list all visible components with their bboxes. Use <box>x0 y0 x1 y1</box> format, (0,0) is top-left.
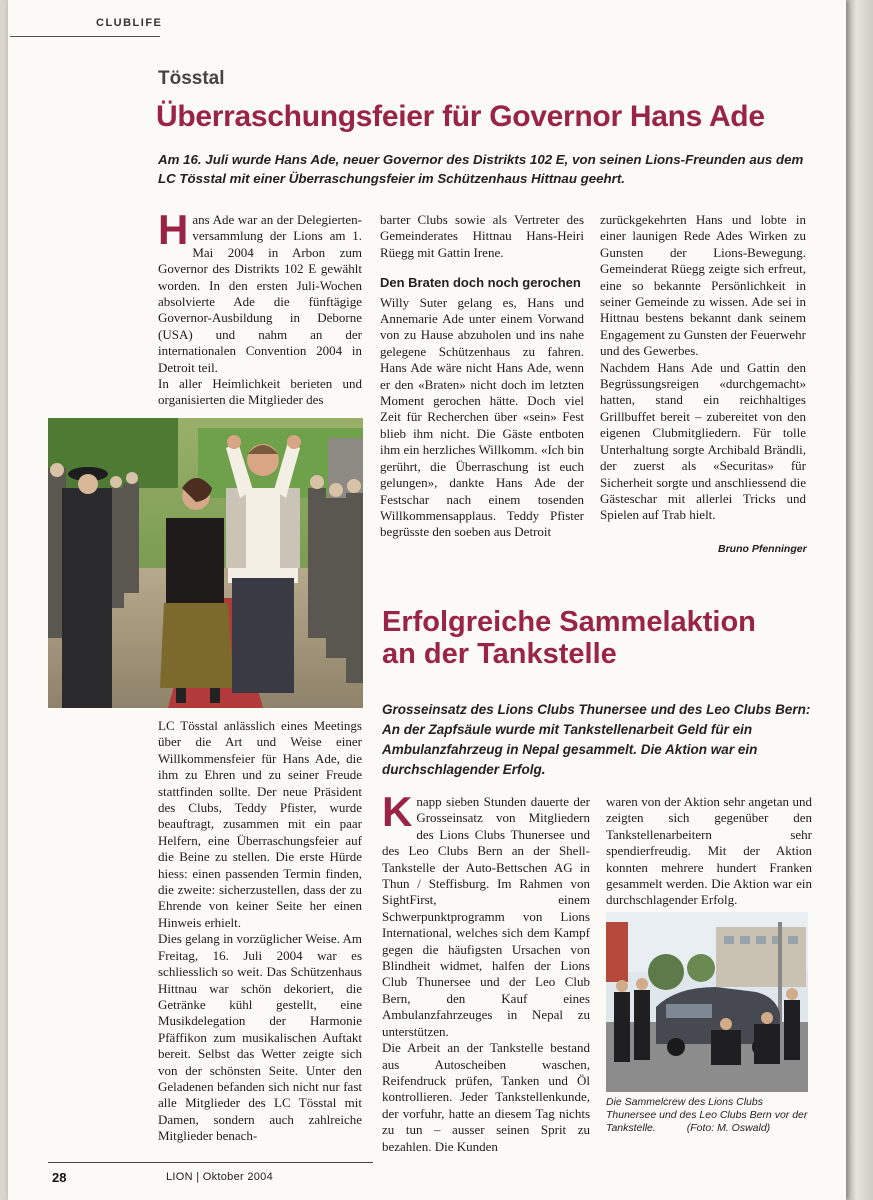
article1-column1-top <box>158 206 362 409</box>
dropcap: H <box>158 206 189 253</box>
article1-column3 <box>600 212 806 524</box>
article1-subhead: Den Braten doch noch gerochen <box>380 275 581 291</box>
photo-credit: (Foto: M. Oswald) <box>686 1122 771 1134</box>
paragraph: waren von der Aktion sehr angetan und zeigten sich gegenüber den Tankstellenarbeitern sehr spendierfreudig. Mit der Aktion konnten mehrere hundert Franken gesammelt werden. Die Aktion war ein durchschlagender Erfolg. <box>606 794 812 908</box>
paragraph: Dies gelang in vorzüglicher Weise. Am Freitag, 16. Juli 2004 war es schliesslich so weit. Das Schützenhaus Hittnau war schön dekoriert, die Getränke kühl gestellt, eine Musikdelegation der Harmonie Pfäffikon zum musikalischen Auftakt bereit. Selbst das Wetter zeigte sich von der schönsten Seite. Unter den Geladenen befanden sich nicht nur fast alle Mitglieder des LC Tösstal mit Damen, sondern auch zahlreiche Mitglieder benach- <box>158 931 362 1144</box>
photo-hans-ade-celebration <box>48 418 363 708</box>
magazine-page <box>8 0 846 1200</box>
paragraph: zurückgekehrten Hans und lobte in einer launigen Rede Ades Wirken zu Gunsten der Lions-Bewegung. Gemeinderat Rüegg zeigte sich erfreut, eine so bekannte Persönlichkeit in seiner Gemeinde zu wissen. Ade sei in Hittnau bestens bekannt dank seinem Engagement zu Gunsten der Feuerwehr und des Gewerbes. <box>600 212 806 359</box>
paragraph: LC Tösstal anlässlich eines Meetings über die Art und Weise einer Willkommensfeier für Hans Ade, die ihm zu Ehren und zu seiner Freude stattfinden sollte. Der neue Präsident des Clubs, Teddy Pfister, wurde beauftragt, zusammen mit ein paar Helfern, eine Überraschungsfeier auf die Beine zu stellen. Die erste Hürde hiess: einen passenden Termin finden, die zweite: sicherzustellen, dass der zu Ehrende von keiner Seite her einen Hinweis erhielt. <box>158 718 362 930</box>
article2-lead: Grosseinsatz des Lions Clubs Thunersee und des Leo Clubs Bern: An der Zapfsäule wurde mit Tankstellenarbeit Geld für ein Ambulanzfahrzeug in Nepal gesammelt. Die Aktion war ein durchschlagender Erfolg. <box>382 702 811 777</box>
article2-column1 <box>382 788 590 1155</box>
article1-column1-bottom <box>158 718 362 1145</box>
paragraph: napp sieben Stunden dauerte der Grosseinsatz von Mitgliedern des Lions Clubs Thunersee und des Leo Clubs Bern an der Shell-Tankstelle der Auto-Bettschen AG in Thun / Steffisburg. Im Rahmen von SightFirst, einem Schwerpunktprogramm von Lions International, welches sich dem Kampf gegen die häufigsten Ursachen von Blindheit widmet, halfen der Lions Club Thunersee und der Leo Club Bern, den Kauf eines Ambulanzfahrzeuges in Nepal zu unterstützen. <box>382 794 590 1039</box>
article1-lead: Am 16. Juli wurde Hans Ade, neuer Governor des Distrikts 102 E, von seinen Lions-Freunden aus dem LC Tösstal mit einer Überraschungsfeier im Schützenhaus Hittnau geehrt. <box>158 152 804 186</box>
article1-byline: Bruno Pfenninger <box>718 543 807 555</box>
article2-headline <box>382 606 822 671</box>
page-edge <box>846 0 873 1200</box>
article2-headline-line2: an der Tankstelle <box>382 638 617 671</box>
section-rule <box>10 36 160 37</box>
photo-gas-station-crew <box>606 912 808 1092</box>
dropcap: K <box>382 788 413 835</box>
publication-footer: LION | Oktober 2004 <box>166 1171 273 1183</box>
article2-column2 <box>606 794 812 909</box>
paragraph: Die Arbeit an der Tankstelle bestand aus Autoscheiben waschen, Reifendruck prüfen, Tanken und Öl kontrollieren. Jeder Tankstellenkunde, der vorfuhr, hatte an diesem Tag nichts zu tun – ausser seinen Sprit zu bezahlen. Die Kunden <box>382 1040 590 1154</box>
paragraph: In aller Heimlichkeit berieten und organisierten die Mitglieder des <box>158 376 362 408</box>
section-label: CLUBLIFE <box>96 17 163 29</box>
paragraph: Nachdem Hans Ade und Gattin den Begrüssungsreigen «durchgemacht» hatten, stand ein reichhaltiges Grillbuffet bereit – zubereitet von den eigenen Clubmitgliedern. Für tolle Unterhaltung sorgte Archibald Brändli, der zuerst als «Securitas» für Sicherheit sorgte und anschliessend die Gästeschar mit allerlei Tricks und Spielen auf Trab hielt. <box>600 359 806 523</box>
paragraph: barter Clubs sowie als Vertreter des Gemeinderates Hittnau Hans-Heiri Rüegg mit Gattin Irene. <box>380 212 584 260</box>
gas-station-photo-illustration <box>606 912 808 1092</box>
photo-caption <box>606 1096 816 1135</box>
paragraph: Willy Suter gelang es, Hans und Annemarie Ade unter einem Vorwand von zu Hause abzuholen und ins nahe gelegene Schützenhaus zu fahren. Hans Ade wäre nicht Hans Ade, wenn er den «Braten» nicht doch im letzten Moment gerochen hätte. Doch viel Zeit für Recherchen über «sein» Fest blieb ihm nicht. Die Gäste entboten ihm ein herzliches Willkomm. «Ich bin gerührt, die Überraschung ist euch gelungen», dankte Hans Ade der Festschar nach einem tosenden Willkommensapplaus. Teddy Pfister begrüsste den soeben aus Detroit <box>380 294 584 540</box>
celebration-photo-illustration <box>48 418 363 708</box>
article2-headline-line1: Erfolgreiche Sammelaktion <box>382 606 756 638</box>
article1-headline: Überraschungsfeier für Governor Hans Ade <box>156 100 765 133</box>
caption-text: Die Sammelcrew des Lions Clubs Thunersee und des Leo Clubs Bern vor der Tankstelle. <box>606 1096 808 1134</box>
article1-column2 <box>380 212 584 541</box>
paragraph: ans Ade war an der Delegiertenversammlung der Lions am 1. Mai 2004 in Arbon zum Governor des Distrikts 102 E gewählt worden. In den ersten Juli-Wochen absolvierte Ade die fünftägige Governor-Ausbildung in Deborne (USA) und nahm an der internationalen Convention 2004 in Detroit teil. <box>158 212 362 375</box>
page-number: 28 <box>52 1170 67 1185</box>
article1-kicker: Tösstal <box>158 68 225 89</box>
footer-rule <box>48 1162 373 1163</box>
